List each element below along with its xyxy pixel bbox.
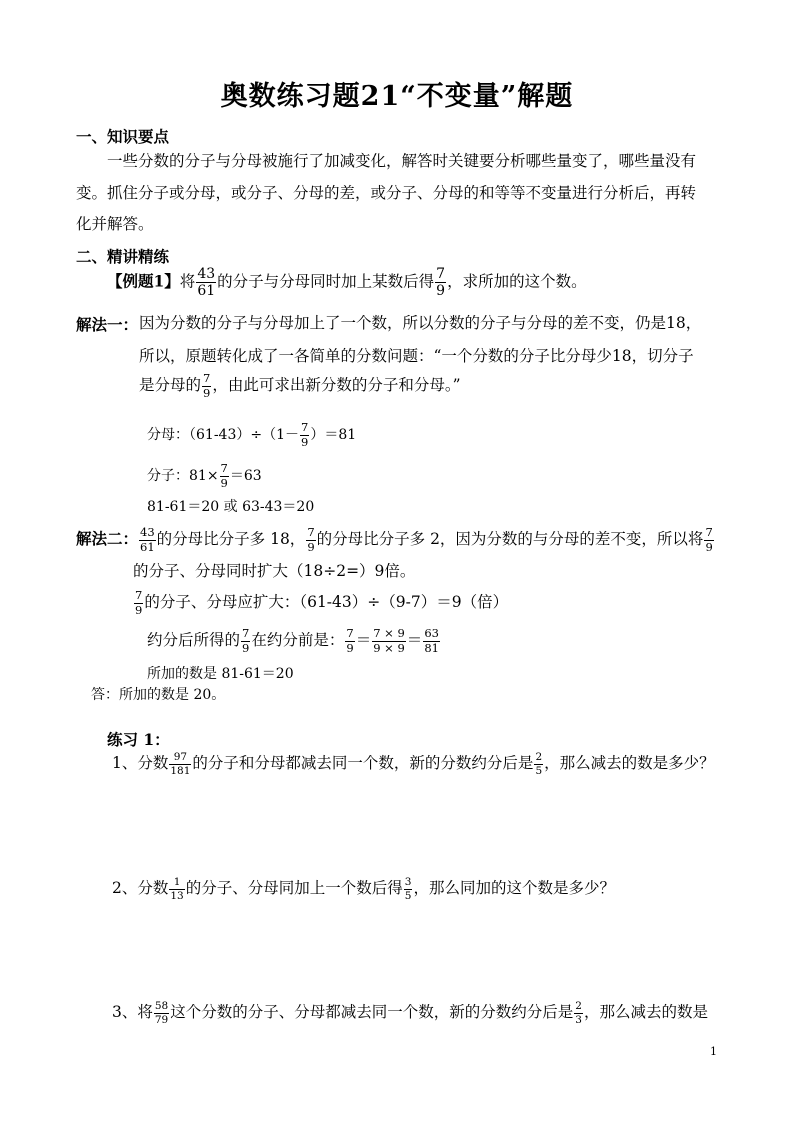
- method-2-line-1: 解法二： $\frac{43}{61}$ 的分母比分子多 18， $\frac{7}{9}$ 的分母比分子多 2，因为分数的与分母的差不变，所以将 $\frac{7}{9}$: [76, 525, 713, 554]
- fraction: $\frac{3}{5}$: [404, 876, 412, 902]
- fraction: $\frac{97}{181}$: [170, 751, 191, 777]
- page-title: 奥数练习题21“不变量”解题: [220, 81, 574, 112]
- fraction: $\frac{7 \times 9}{9 \times 9}$: [373, 626, 405, 655]
- fraction: $\frac{58}{79}$: [154, 1000, 169, 1026]
- example-1: [107, 267, 587, 298]
- fraction: $\frac{1}{13}$: [170, 876, 184, 902]
- fraction: $\frac{7}{9}$: [301, 420, 309, 449]
- method-1-label: 解法一：: [76, 315, 139, 334]
- practice-question-1: 1、分数 $\frac{97}{181}$ 的分子和分母都减去同一个数，新的分数约分后是 $\frac{2}{5}$ ，那么减去的数是多少？: [112, 751, 715, 777]
- method-1-equation-1: 分母：（61-43）÷（1－ $\frac{7}{9}$ ）＝81: [147, 420, 357, 449]
- method-1-line-3: 是分母的 $\frac{7}{9}$ ，由此可求出新分数的分子和分母。”: [139, 371, 461, 400]
- method-1-line-1: 因为分数的分子与分母加上了一个数，所以分数的分子与分母的差不变，仍是18，: [139, 314, 702, 332]
- method-2-line-5: 所加的数是 81-61＝20: [147, 666, 294, 682]
- fraction: $\frac{63}{81}$: [424, 626, 439, 655]
- example-label: 【例题1】: [107, 271, 180, 291]
- fraction: $\frac{7}{9}$: [242, 626, 250, 655]
- section-heading-practice: 二、精讲精练: [76, 247, 170, 266]
- answer: 答：所加的数是 20。: [91, 687, 226, 703]
- knowledge-text-line-3: 化并解答。: [76, 215, 154, 233]
- method-2-line-4: 约分后所得的 $\frac{7}{9}$ 在约分前是： $\frac{7}{9}$ ＝ $\frac{7 \times 9}{9 \times 9}$ ＝ $\frac{63}{81}$: [147, 626, 439, 655]
- fraction: $\frac{2}{3}$: [575, 1000, 582, 1026]
- page-number: 1: [710, 1045, 717, 1058]
- practice-question-3: 3、将 $\frac{58}{79}$ 这个分数的分子、分母都减去同一个数，新的分数约分后是 $\frac{2}{3}$ ，那么减去的数是: [112, 1000, 708, 1026]
- fraction: $\frac{43}{61}$: [140, 525, 155, 554]
- example-text: 将: [179, 272, 196, 291]
- method-2-line-2: 的分子、分母同时扩大（18÷2=）9倍。: [133, 562, 416, 580]
- fraction: $\frac{7}{9}$: [346, 626, 354, 655]
- method-1-equation-3: 81-61＝20 或 63-43＝20: [147, 499, 315, 515]
- practice-heading: 练习 1：: [107, 730, 170, 749]
- fraction: $\frac{2}{5}$: [535, 751, 543, 777]
- fraction: $\frac{7}{9}$: [705, 525, 713, 554]
- practice-question-2: 2、分数 $\frac{1}{13}$ 的分子、分母同加上一个数后得 $\frac{3}{5}$ ，那么同加的这个数是多少？: [112, 876, 615, 902]
- method-1-equation-2: 分子：81× $\frac{7}{9}$ ＝63: [147, 461, 262, 490]
- example-text: 的分子与分母同时加上某数后得: [217, 272, 435, 291]
- section-heading-knowledge: 一、知识要点: [76, 127, 170, 146]
- method-1-line-2: 所以，原题转化成了一各简单的分数问题：“一个分数的分子比分母少18，切分子: [139, 347, 694, 365]
- knowledge-text-line-1: 一些分数的分子与分母被施行了加减变化，解答时关键要分析哪些量变了，哪些量没有: [107, 152, 697, 170]
- fraction: $\frac{43}{61}$: [197, 266, 216, 299]
- fraction: $\frac{7}{9}$: [220, 461, 228, 490]
- knowledge-text-line-2: 变。抓住分子或分母，或分子、分母的差，或分子、分母的和等等不变量进行分析后，再转: [76, 184, 697, 202]
- example-text: ，求所加的这个数。: [447, 272, 587, 291]
- method-2-line-3: $\frac{7}{9}$ 的分子、分母应扩大：（61-43）÷（9-7）＝9（倍）: [135, 588, 509, 617]
- fraction: $\frac{7}{9}$: [135, 588, 143, 617]
- fraction: $\frac{7}{9}$: [436, 266, 446, 299]
- method-2-label: 解法二：: [76, 529, 139, 548]
- fraction: $\frac{7}{9}$: [307, 525, 315, 554]
- fraction: $\frac{7}{9}$: [203, 371, 211, 400]
